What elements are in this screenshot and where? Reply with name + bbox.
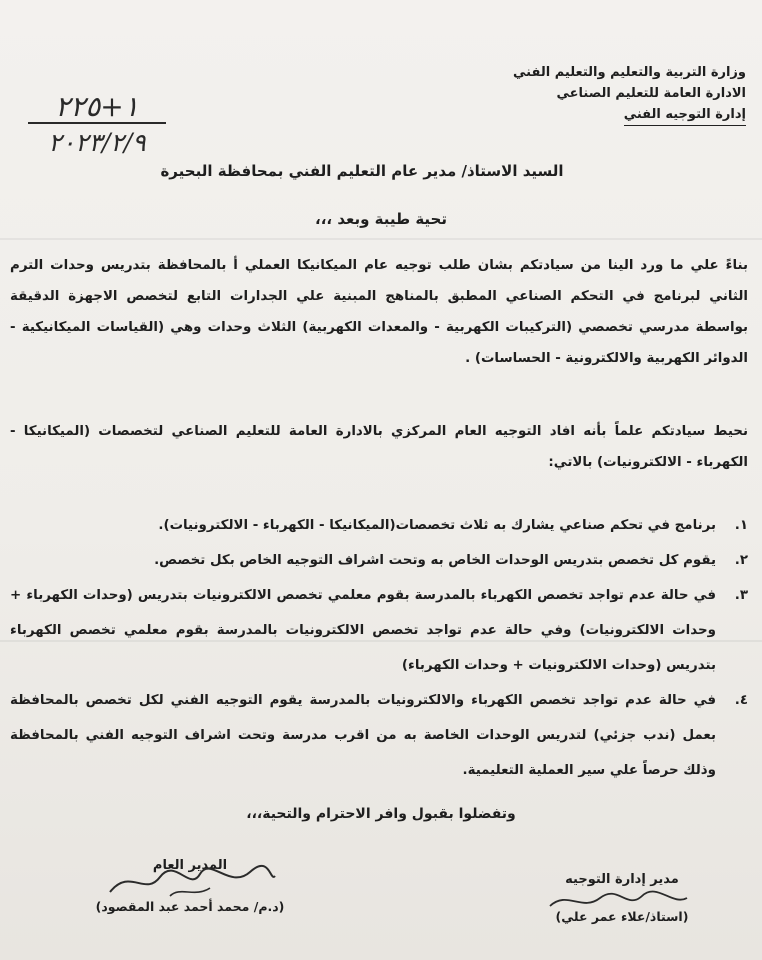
list-text: في حالة عدم تواجد تخصص الكهرباء والالكترونيات بالمدرسة يقوم التوجيه الفني لكل تخصص بالمحافظة بعمل (ندب جزئي) لتدريس الوحدات الخاصة به من اقرب مدرسة وتحت اشراف التوجيه الفني بالمحافظة وذلك حرصاً علي سير العملية التعليمية. [10, 693, 716, 778]
handwritten-signature-icon [542, 886, 692, 916]
body-paragraph-2 [10, 416, 748, 478]
paragraph-text: نحيط سيادتكم علماً بأنه افاد التوجيه العام المركزي بالادارة العامة للتعليم الصناعي لتخصصات (الميكانيكا - الكهرباء - الالكترونيات) بالاتي: [10, 424, 748, 470]
list-item [10, 508, 748, 543]
body-paragraph-1 [10, 250, 748, 374]
signature-block-general-manager [40, 858, 340, 914]
closing-line: وتفضلوا بقبول وافر الاحترام والتحية،،، [246, 806, 516, 822]
numbered-list [10, 508, 748, 788]
list-number: ١. [734, 518, 748, 533]
handwritten-signature-icon [100, 862, 280, 902]
handwritten-reference [22, 92, 172, 158]
letterhead [486, 62, 746, 126]
signature-title: المدير العام [152, 858, 228, 873]
reference-number: ١+٢٢٥ [28, 92, 166, 124]
addressee-line: السيد الاستاذ/ مدير عام التعليم الفني بمحافظة البحيرة [160, 162, 564, 180]
greeting-line: تحية طيبة وبعد ،،، [315, 210, 447, 228]
paragraph-text: بناءً علي ما ورد الينا من سيادتكم بشان طلب توجيه عام الميكانيكا العملي أ بالمحافظة بتدريس وحدات الترم الثاني لبرنامج في التحكم الصناعي المطبق بالمناهج المبنية علي الجدارات التابع لتخصص الاجهزة الدقيقة بواسطة مدرسي تخصصي (التركيبات الكهربية - والمعدات الكهربية) الثلاث وحدات وهي (القياسات الميكانيكية - الدوائر الكهربية والالكترونية - الحساسات) . [10, 258, 748, 366]
ministry-name: وزارة التربية والتعليم والتعليم الفني [513, 65, 746, 80]
list-text: في حالة عدم تواجد تخصص الكهرباء بالمدرسة بقوم معلمي تخصص الالكترونيات بتدريس (وحدات الكهرباء + وحدات الالكترونيات) وفي حالة عدم تواجد تخصص الالكترونيات بالمدرسة بقوم معلمي تخصص الكهرباء بتدريس (وحدات الالكترونيات + وحدات الكهرباء) [10, 588, 716, 673]
list-item [10, 578, 748, 683]
list-text: برنامج في تحكم صناعي يشارك به ثلاث تخصصات(الميكانيكا - الكهرباء - الالكترونيات). [158, 518, 716, 533]
office-name: إدارة التوجيه الفني [624, 104, 746, 126]
list-number: ٣. [734, 588, 748, 603]
list-item [10, 543, 748, 578]
list-item [10, 683, 748, 788]
list-number: ٤. [734, 693, 748, 708]
department-name: الادارة العامة للتعليم الصناعي [556, 86, 746, 101]
list-number: ٢. [734, 553, 748, 568]
signature-block-guidance-director [522, 872, 722, 924]
list-text: يقوم كل تخصص بتدريس الوحدات الخاص به وتحت اشراف التوجيه الخاص بكل تخصص. [154, 553, 716, 568]
reference-date: ٢٠٢٣/٢/٩ [48, 128, 146, 157]
signature-title: مدير إدارة التوجيه [565, 872, 679, 887]
signature-name: (د.م/ محمد أحمد عبد المقصود) [95, 899, 285, 914]
signature-name: (استاذ/علاء عمر علي) [555, 909, 689, 924]
paper-crease [0, 238, 762, 240]
